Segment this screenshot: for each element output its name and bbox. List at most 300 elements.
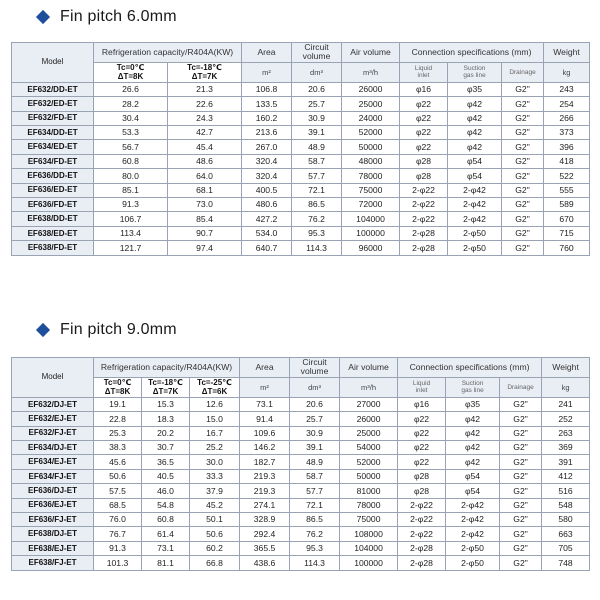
cell-liquid-inlet: φ28 <box>398 484 446 498</box>
header-condition-3: Tc=-25℃ ΔT=6K <box>190 377 240 397</box>
cell-drainage: G2" <box>502 226 544 240</box>
cell-capacity-3: 37.9 <box>190 484 240 498</box>
cell-capacity-2: 73.1 <box>142 541 190 555</box>
cell-area: 160.2 <box>242 111 292 125</box>
diamond-bullet-icon <box>36 10 50 24</box>
cell-capacity-1: 30.4 <box>94 111 168 125</box>
cell-area: 267.0 <box>242 140 292 154</box>
header-liquid-inlet: Liquid inlet <box>398 377 446 397</box>
cell-area: 534.0 <box>242 226 292 240</box>
header-weight: Weight <box>542 358 590 378</box>
header-air-volume: Air volume <box>342 43 400 63</box>
cell-capacity-2: 15.3 <box>142 397 190 411</box>
cell-air-volume: 25000 <box>340 426 398 440</box>
cell-weight: 516 <box>542 484 590 498</box>
cell-weight: 760 <box>544 241 590 255</box>
cell-liquid-inlet: 2-φ22 <box>398 527 446 541</box>
cell-area: 640.7 <box>242 241 292 255</box>
cell-liquid-inlet: 2-φ22 <box>400 198 448 212</box>
cell-model: EF634/FJ-ET <box>12 469 94 483</box>
header-condition-2: Tc=-18℃ ΔT=7K <box>168 62 242 82</box>
cell-area: 400.5 <box>242 183 292 197</box>
cell-model: EF636/EJ-ET <box>12 498 94 512</box>
cell-model: EF632/ED-ET <box>12 97 94 111</box>
unit-area: m² <box>240 377 290 397</box>
cell-drainage: G2" <box>502 97 544 111</box>
cell-drainage: G2" <box>500 484 542 498</box>
unit-air-volume: m³/h <box>340 377 398 397</box>
cell-capacity-3: 12.6 <box>190 397 240 411</box>
cell-area: 274.1 <box>240 498 290 512</box>
cell-weight: 589 <box>544 198 590 212</box>
cell-capacity-1: 45.6 <box>94 455 142 469</box>
cell-circuit-volume: 114.3 <box>292 241 342 255</box>
cell-air-volume: 52000 <box>340 455 398 469</box>
cell-drainage: G2" <box>500 498 542 512</box>
cell-capacity-3: 50.6 <box>190 527 240 541</box>
cell-suction-gas-line: φ54 <box>446 469 500 483</box>
table-body <box>12 82 590 255</box>
table-row <box>12 154 590 168</box>
cell-area: 292.4 <box>240 527 290 541</box>
cell-capacity-2: 18.3 <box>142 412 190 426</box>
cell-circuit-volume: 58.7 <box>292 154 342 168</box>
unit-air-volume: m³/h <box>342 62 400 82</box>
cell-weight: 241 <box>542 397 590 411</box>
cell-drainage: G2" <box>500 527 542 541</box>
cell-area: 438.6 <box>240 556 290 570</box>
cell-drainage: G2" <box>502 82 544 96</box>
cell-air-volume: 50000 <box>342 140 400 154</box>
header-weight: Weight <box>544 43 590 63</box>
cell-air-volume: 50000 <box>340 469 398 483</box>
cell-area: 146.2 <box>240 441 290 455</box>
cell-suction-gas-line: φ42 <box>448 140 502 154</box>
cell-liquid-inlet: φ22 <box>400 111 448 125</box>
header-model: Model <box>12 43 94 83</box>
cell-capacity-2: 85.4 <box>168 212 242 226</box>
cell-drainage: G2" <box>502 241 544 255</box>
cell-capacity-2: 73.0 <box>168 198 242 212</box>
cell-weight: 263 <box>542 426 590 440</box>
cell-suction-gas-line: φ42 <box>448 111 502 125</box>
cell-area: 106.8 <box>242 82 292 96</box>
table-row <box>12 82 590 96</box>
table-row <box>12 397 590 411</box>
cell-liquid-inlet: φ16 <box>400 82 448 96</box>
cell-weight: 266 <box>544 111 590 125</box>
cell-circuit-volume: 20.6 <box>290 397 340 411</box>
cell-weight: 663 <box>542 527 590 541</box>
cell-area: 133.5 <box>242 97 292 111</box>
cell-capacity-3: 66.8 <box>190 556 240 570</box>
cell-capacity-2: 22.6 <box>168 97 242 111</box>
header-condition-1: Tc=0℃ ΔT=8K <box>94 377 142 397</box>
table-row <box>12 513 590 527</box>
cell-capacity-1: 91.3 <box>94 541 142 555</box>
cell-liquid-inlet: φ16 <box>398 397 446 411</box>
table-row <box>12 441 590 455</box>
cell-drainage: G2" <box>500 455 542 469</box>
cell-suction-gas-line: φ42 <box>446 412 500 426</box>
table-row <box>12 541 590 555</box>
cell-air-volume: 25000 <box>342 97 400 111</box>
cell-capacity-1: 50.6 <box>94 469 142 483</box>
cell-circuit-volume: 58.7 <box>290 469 340 483</box>
cell-liquid-inlet: φ22 <box>400 97 448 111</box>
cell-weight: 670 <box>544 212 590 226</box>
cell-capacity-1: 121.7 <box>94 241 168 255</box>
cell-model: EF632/FD-ET <box>12 111 94 125</box>
cell-weight: 373 <box>544 126 590 140</box>
cell-model: EF638/FD-ET <box>12 241 94 255</box>
cell-area: 109.6 <box>240 426 290 440</box>
cell-circuit-volume: 57.7 <box>292 169 342 183</box>
cell-capacity-2: 54.8 <box>142 498 190 512</box>
cell-air-volume: 48000 <box>342 154 400 168</box>
cell-circuit-volume: 72.1 <box>290 498 340 512</box>
cell-capacity-2: 21.3 <box>168 82 242 96</box>
cell-capacity-1: 19.1 <box>94 397 142 411</box>
cell-air-volume: 96000 <box>342 241 400 255</box>
cell-liquid-inlet: 2-φ28 <box>398 556 446 570</box>
cell-air-volume: 26000 <box>340 412 398 426</box>
cell-air-volume: 24000 <box>342 111 400 125</box>
cell-circuit-volume: 39.1 <box>292 126 342 140</box>
cell-drainage: G2" <box>500 441 542 455</box>
cell-model: EF638/DD-ET <box>12 212 94 226</box>
section-title <box>38 319 177 341</box>
table-row <box>12 556 590 570</box>
cell-capacity-1: 80.0 <box>94 169 168 183</box>
cell-liquid-inlet: φ28 <box>400 169 448 183</box>
cell-liquid-inlet: φ22 <box>398 426 446 440</box>
cell-circuit-volume: 57.7 <box>290 484 340 498</box>
cell-air-volume: 26000 <box>342 82 400 96</box>
cell-air-volume: 54000 <box>340 441 398 455</box>
cell-drainage: G2" <box>500 469 542 483</box>
cell-drainage: G2" <box>500 412 542 426</box>
cell-capacity-1: 57.5 <box>94 484 142 498</box>
table-row <box>12 97 590 111</box>
cell-capacity-1: 26.6 <box>94 82 168 96</box>
cell-weight: 555 <box>544 183 590 197</box>
table-body <box>12 397 590 570</box>
cell-air-volume: 75000 <box>340 513 398 527</box>
cell-liquid-inlet: φ22 <box>398 412 446 426</box>
cell-suction-gas-line: 2-φ42 <box>448 212 502 226</box>
cell-capacity-2: 60.8 <box>142 513 190 527</box>
unit-circuit-volume: dm³ <box>292 62 342 82</box>
cell-capacity-2: 36.5 <box>142 455 190 469</box>
cell-circuit-volume: 86.5 <box>290 513 340 527</box>
header-condition-2: Tc=-18℃ ΔT=7K <box>142 377 190 397</box>
cell-suction-gas-line: 2-φ42 <box>448 183 502 197</box>
cell-air-volume: 78000 <box>342 169 400 183</box>
cell-suction-gas-line: φ42 <box>448 126 502 140</box>
cell-area: 182.7 <box>240 455 290 469</box>
diamond-bullet-icon <box>36 323 50 337</box>
cell-capacity-1: 38.3 <box>94 441 142 455</box>
cell-capacity-2: 48.6 <box>168 154 242 168</box>
cell-model: EF632/DJ-ET <box>12 397 94 411</box>
cell-model: EF634/DJ-ET <box>12 441 94 455</box>
cell-suction-gas-line: φ54 <box>446 484 500 498</box>
cell-area: 480.6 <box>242 198 292 212</box>
table-row <box>12 226 590 240</box>
cell-liquid-inlet: 2-φ28 <box>400 226 448 240</box>
cell-capacity-1: 25.3 <box>94 426 142 440</box>
section-title <box>38 6 177 28</box>
header-drainage: Drainage <box>500 377 542 397</box>
table-row <box>12 484 590 498</box>
table-row <box>12 241 590 255</box>
cell-model: EF632/DD-ET <box>12 82 94 96</box>
cell-drainage: G2" <box>502 212 544 226</box>
cell-drainage: G2" <box>502 169 544 183</box>
cell-suction-gas-line: 2-φ50 <box>448 241 502 255</box>
cell-liquid-inlet: φ28 <box>400 154 448 168</box>
table-row <box>12 198 590 212</box>
cell-model: EF636/DD-ET <box>12 169 94 183</box>
cell-suction-gas-line: φ42 <box>446 455 500 469</box>
cell-suction-gas-line: 2-φ42 <box>448 198 502 212</box>
cell-area: 427.2 <box>242 212 292 226</box>
cell-liquid-inlet: 2-φ22 <box>398 498 446 512</box>
cell-circuit-volume: 76.2 <box>292 212 342 226</box>
table-row <box>12 169 590 183</box>
cell-circuit-volume: 114.3 <box>290 556 340 570</box>
cell-air-volume: 78000 <box>340 498 398 512</box>
header-air-volume: Air volume <box>340 358 398 378</box>
table-row <box>12 426 590 440</box>
cell-air-volume: 104000 <box>340 541 398 555</box>
cell-model: EF638/FJ-ET <box>12 556 94 570</box>
cell-liquid-inlet: φ22 <box>398 441 446 455</box>
cell-circuit-volume: 48.9 <box>292 140 342 154</box>
cell-weight: 705 <box>542 541 590 555</box>
cell-weight: 243 <box>544 82 590 96</box>
cell-capacity-1: 68.5 <box>94 498 142 512</box>
cell-model: EF632/FJ-ET <box>12 426 94 440</box>
table-row <box>12 126 590 140</box>
cell-weight: 522 <box>544 169 590 183</box>
cell-capacity-1: 113.4 <box>94 226 168 240</box>
cell-circuit-volume: 48.9 <box>290 455 340 469</box>
cell-capacity-1: 53.3 <box>94 126 168 140</box>
cell-liquid-inlet: 2-φ22 <box>400 183 448 197</box>
header-capacity: Refrigeration capacity/R404A(KW) <box>94 43 242 63</box>
cell-circuit-volume: 30.9 <box>292 111 342 125</box>
cell-area: 219.3 <box>240 484 290 498</box>
header-suction-gas-line: Suction gas line <box>446 377 500 397</box>
unit-circuit-volume: dm³ <box>290 377 340 397</box>
cell-model: EF636/ED-ET <box>12 183 94 197</box>
cell-drainage: G2" <box>500 513 542 527</box>
header-suction-gas-line: Suction gas line <box>448 62 502 82</box>
cell-suction-gas-line: 2-φ50 <box>446 556 500 570</box>
cell-capacity-3: 50.1 <box>190 513 240 527</box>
cell-capacity-2: 64.0 <box>168 169 242 183</box>
cell-capacity-2: 20.2 <box>142 426 190 440</box>
cell-circuit-volume: 95.3 <box>292 226 342 240</box>
unit-weight: kg <box>542 377 590 397</box>
cell-capacity-2: 40.5 <box>142 469 190 483</box>
cell-capacity-1: 56.7 <box>94 140 168 154</box>
cell-suction-gas-line: φ54 <box>448 169 502 183</box>
cell-drainage: G2" <box>502 154 544 168</box>
cell-air-volume: 72000 <box>342 198 400 212</box>
cell-capacity-1: 28.2 <box>94 97 168 111</box>
cell-suction-gas-line: φ35 <box>448 82 502 96</box>
cell-capacity-1: 22.8 <box>94 412 142 426</box>
cell-model: EF636/FJ-ET <box>12 513 94 527</box>
cell-liquid-inlet: 2-φ22 <box>398 513 446 527</box>
cell-suction-gas-line: φ42 <box>448 97 502 111</box>
cell-capacity-2: 61.4 <box>142 527 190 541</box>
cell-circuit-volume: 25.7 <box>292 97 342 111</box>
cell-circuit-volume: 72.1 <box>292 183 342 197</box>
cell-capacity-2: 68.1 <box>168 183 242 197</box>
cell-model: EF636/DJ-ET <box>12 484 94 498</box>
cell-capacity-1: 91.3 <box>94 198 168 212</box>
cell-weight: 418 <box>544 154 590 168</box>
cell-air-volume: 81000 <box>340 484 398 498</box>
cell-drainage: G2" <box>502 126 544 140</box>
cell-capacity-2: 42.7 <box>168 126 242 140</box>
cell-drainage: G2" <box>502 183 544 197</box>
header-liquid-inlet: Liquid inlet <box>400 62 448 82</box>
unit-area: m² <box>242 62 292 82</box>
cell-model: EF638/EJ-ET <box>12 541 94 555</box>
cell-weight: 391 <box>542 455 590 469</box>
header-connection: Connection specifications (mm) <box>398 358 542 378</box>
cell-model: EF634/ED-ET <box>12 140 94 154</box>
table-row <box>12 527 590 541</box>
cell-capacity-2: 24.3 <box>168 111 242 125</box>
cell-air-volume: 108000 <box>340 527 398 541</box>
cell-suction-gas-line: φ35 <box>446 397 500 411</box>
unit-weight: kg <box>544 62 590 82</box>
cell-drainage: G2" <box>502 140 544 154</box>
cell-air-volume: 75000 <box>342 183 400 197</box>
header-connection: Connection specifications (mm) <box>400 43 544 63</box>
cell-drainage: G2" <box>500 426 542 440</box>
cell-capacity-2: 90.7 <box>168 226 242 240</box>
cell-area: 320.4 <box>242 154 292 168</box>
spec-table <box>11 42 590 256</box>
cell-model: EF634/FD-ET <box>12 154 94 168</box>
cell-model: EF638/DJ-ET <box>12 527 94 541</box>
cell-suction-gas-line: 2-φ42 <box>446 513 500 527</box>
cell-air-volume: 52000 <box>342 126 400 140</box>
cell-drainage: G2" <box>502 111 544 125</box>
cell-weight: 580 <box>542 513 590 527</box>
cell-liquid-inlet: 2-φ22 <box>400 212 448 226</box>
cell-capacity-1: 106.7 <box>94 212 168 226</box>
cell-area: 91.4 <box>240 412 290 426</box>
cell-suction-gas-line: φ42 <box>446 426 500 440</box>
cell-capacity-1: 101.3 <box>94 556 142 570</box>
cell-liquid-inlet: 2-φ28 <box>400 241 448 255</box>
cell-weight: 254 <box>544 97 590 111</box>
cell-air-volume: 100000 <box>340 556 398 570</box>
section-title-text: Fin pitch 6.0mm <box>60 8 177 25</box>
cell-area: 320.4 <box>242 169 292 183</box>
cell-circuit-volume: 20.6 <box>292 82 342 96</box>
cell-drainage: G2" <box>500 556 542 570</box>
cell-liquid-inlet: φ22 <box>400 140 448 154</box>
spec-table <box>11 357 590 571</box>
cell-capacity-2: 97.4 <box>168 241 242 255</box>
cell-capacity-3: 45.2 <box>190 498 240 512</box>
table-row <box>12 111 590 125</box>
section-title-text: Fin pitch 9.0mm <box>60 321 177 338</box>
header-model: Model <box>12 358 94 398</box>
header-drainage: Drainage <box>502 62 544 82</box>
cell-air-volume: 100000 <box>342 226 400 240</box>
cell-circuit-volume: 30.9 <box>290 426 340 440</box>
cell-circuit-volume: 25.7 <box>290 412 340 426</box>
cell-area: 213.6 <box>242 126 292 140</box>
cell-suction-gas-line: 2-φ42 <box>446 527 500 541</box>
header-circuit-volume: Circuit volume <box>292 43 342 63</box>
cell-drainage: G2" <box>500 397 542 411</box>
cell-weight: 715 <box>544 226 590 240</box>
cell-circuit-volume: 86.5 <box>292 198 342 212</box>
header-capacity: Refrigeration capacity/R404A(KW) <box>94 358 240 378</box>
header-circuit-volume: Circuit volume <box>290 358 340 378</box>
cell-capacity-3: 60.2 <box>190 541 240 555</box>
cell-model: EF634/EJ-ET <box>12 455 94 469</box>
cell-area: 365.5 <box>240 541 290 555</box>
header-condition-1: Tc=0℃ ΔT=8K <box>94 62 168 82</box>
cell-capacity-2: 46.0 <box>142 484 190 498</box>
table-row <box>12 183 590 197</box>
cell-area: 73.1 <box>240 397 290 411</box>
cell-air-volume: 104000 <box>342 212 400 226</box>
cell-capacity-1: 60.8 <box>94 154 168 168</box>
table-row <box>12 140 590 154</box>
cell-weight: 548 <box>542 498 590 512</box>
cell-capacity-1: 85.1 <box>94 183 168 197</box>
cell-circuit-volume: 76.2 <box>290 527 340 541</box>
cell-air-volume: 27000 <box>340 397 398 411</box>
cell-model: EF636/FD-ET <box>12 198 94 212</box>
header-area: Area <box>242 43 292 63</box>
table-row <box>12 212 590 226</box>
cell-weight: 412 <box>542 469 590 483</box>
cell-capacity-3: 33.3 <box>190 469 240 483</box>
cell-area: 328.9 <box>240 513 290 527</box>
table-row <box>12 469 590 483</box>
cell-suction-gas-line: 2-φ42 <box>446 498 500 512</box>
cell-model: EF634/DD-ET <box>12 126 94 140</box>
cell-circuit-volume: 39.1 <box>290 441 340 455</box>
cell-capacity-2: 30.7 <box>142 441 190 455</box>
cell-liquid-inlet: φ28 <box>398 469 446 483</box>
cell-suction-gas-line: 2-φ50 <box>446 541 500 555</box>
table-row <box>12 412 590 426</box>
cell-suction-gas-line: 2-φ50 <box>448 226 502 240</box>
cell-suction-gas-line: φ54 <box>448 154 502 168</box>
table-row <box>12 455 590 469</box>
cell-weight: 748 <box>542 556 590 570</box>
header-area: Area <box>240 358 290 378</box>
table-row <box>12 498 590 512</box>
cell-model: EF638/ED-ET <box>12 226 94 240</box>
cell-weight: 396 <box>544 140 590 154</box>
